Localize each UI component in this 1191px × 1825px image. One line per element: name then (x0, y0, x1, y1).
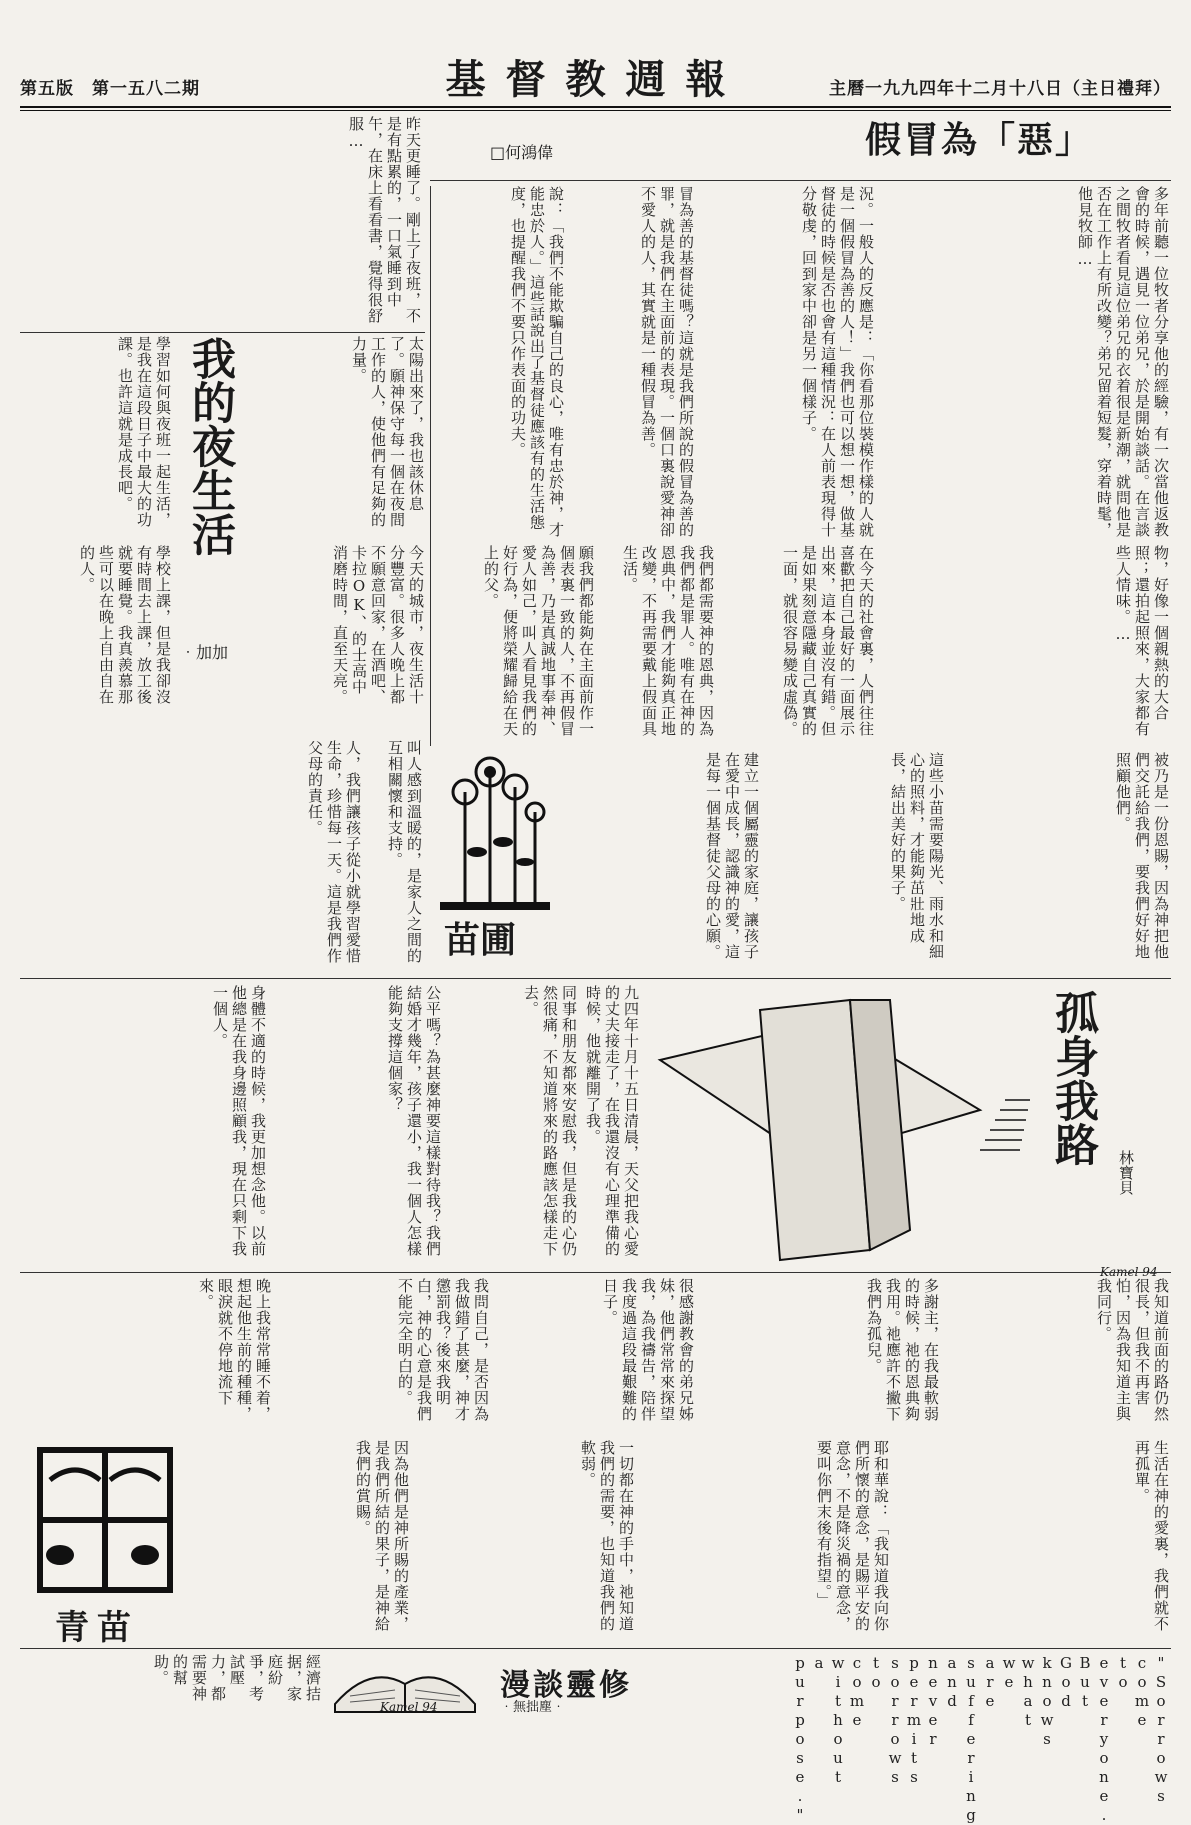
section-divider (20, 1272, 1171, 1273)
column-rule (430, 186, 431, 746)
byline-fake-evil: □何鴻偉 (490, 143, 554, 162)
article-fake-evil-column: 況。一般人的反應是：「你看那位裝模作樣的人就是一個假冒為善的人！」我們也可以想一想，做基督徒的時候是否也會有這種情況：在人前表現得十分敬虔，回到家中卻是另一個樣子。 (800, 186, 875, 538)
article-night-life-column: 昨天更睡了。剛上了夜班，不是有點累的，一口氣睡到中午，在床上看看書，覺得很舒服… (347, 116, 422, 324)
illustration-signature-lonely-road: Kamel 94 (1100, 1265, 1158, 1279)
masthead-rule (20, 106, 1171, 108)
article-qingmiao-column: 因為他們是神所賜的產業，是我們所結的果子，是神給我們的賞賜。 (354, 1440, 410, 1632)
section-divider (20, 978, 1171, 979)
article-night-life-column: 太陽出來了，我也該休息了。願神保守每一個在夜間工作的人，使他們有足夠的力量。 (350, 336, 425, 528)
headline-spiritual: 漫談靈修 (500, 1668, 632, 1703)
article-fake-evil-column: 物，好像一個親熱的大合照；還拍起照來，大家都有些人情味。… (1114, 545, 1170, 737)
article-qingmiao-column: 一切都在神的手中，祂知道我們的需要，也知道我們的軟弱。 (579, 1440, 635, 1632)
byline-spiritual: ‧無拙塵‧ (500, 1700, 566, 1715)
section-divider (20, 1648, 1171, 1649)
article-qingmiao-column: 生活在神的愛裏，我們就不再孤單。 (1133, 1440, 1170, 1632)
cross-illustration (650, 1000, 1040, 1260)
masthead (20, 48, 1171, 102)
masthead-rule-thin (20, 110, 1171, 111)
article-qingmiao-column: 耶和華說：「我知道我向你們所懷的意念，是賜平安的意念，不是降災禍的意念，要叫你們末後有指望。」 (815, 1440, 890, 1632)
article-lonely-road-column: 我知道前面的路仍然很長，但我不再害怕，因為我知道主與我同行。 (1095, 1278, 1170, 1422)
divider-fake-evil (430, 180, 1171, 181)
article-lonely-road-column: 晚上我常常睡不着，想起他生前的種種，眼淚就不停地流下來。 (197, 1278, 272, 1422)
article-fake-evil-column: 冒為善的基督徒嗎？這就是我們所說的假冒為善的罪，就是我們在主面前的表現。一個口裏說愛神卻不愛人的人，其實就是一種假冒為善。 (639, 186, 695, 538)
issue-number: 第五版 第一五八二期 (20, 79, 200, 99)
article-sapling-column: 人，我們讓孩子從小就學習愛惜生命，珍惜每一天。這是我們作父母的責任。 (306, 740, 362, 964)
article-fake-evil-column: 說：「我們不能欺騙自己的良心，唯有忠於神，才能忠於人。」這些話說出了基督徒應該有的生活態度，也提醒我們不要只作表面的功夫。 (509, 186, 565, 538)
article-night-life-column: 今天的城市，夜生活十分豐富。很多人晚上都不願意回家，在酒吧、卡拉OK、的士高中消磨時間，直至天亮。 (331, 545, 425, 705)
article-sapling-column: 被乃是一份恩賜，因為神把他們交託給我們，要我們好好地照顧他們。 (1114, 752, 1170, 960)
qingmiao-logo (30, 1440, 180, 1600)
english-quote (665, 1654, 1170, 1825)
english-quote-text: "Sorrows come to everyone. But God knows what we are suffering and never permits sorrows to come without a purpose." (791, 1654, 1170, 1825)
article-fake-evil-column: 願我們都能夠在主面前作一個表裏一致的人，不再假冒為善，乃是真誠地事奉神、愛人如己，叫人看見我們的好行為，便將榮耀歸給在天上的父。 (482, 545, 595, 737)
article-sapling-column: 這些小苗需要陽光、雨水和細心的照料，才能夠茁壯地成長，結出美好的果子。 (889, 752, 945, 960)
article-lonely-road-column: 我問自己，是否因為我做錯了甚麼，神才懲罰我？後來我明白，神的心意是我們不能完全明白的。 (396, 1278, 490, 1422)
article-night-life-column: 學習如何與夜班一起生活，是我在這段日子中最大的功課。也許這就是成長吧。 (116, 336, 172, 528)
article-night-life-column: 學校上課，但是我卻沒有時間去上課，放工後就要睡覺。我真羨慕那些可以在晚上自由自在的人。 (78, 545, 172, 705)
article-lonely-road-column: 同事和朋友都來安慰我，但是我的心仍然很痛，不知道將來的路應該怎樣走下去。 (522, 985, 578, 1257)
article-lonely-road-column: 很感謝教會的弟兄姊妹，他們常常來探望我，為我禱告，陪伴我度過這段最艱難的日子。 (601, 1278, 695, 1422)
article-lonely-road-column: 身體不適的時候，我更加想念他。以前他總是在我身邊照顧我，現在只剩下我一個人。 (211, 985, 267, 1257)
headline-fake-evil: 假冒為「惡」 (865, 119, 1094, 161)
article-spiritual-column: 經濟拮据，家庭紛爭，考試壓力，都需要神的幫助。 (152, 1654, 322, 1702)
headline-sapling: 苗圃 (440, 912, 520, 963)
headline-lonely-road: 孤身我路 (1047, 990, 1098, 1166)
byline-lonely-road: 林寶貝 (1117, 1150, 1135, 1195)
article-lonely-road-column: 九四年十月十五日清晨，天父把我心愛的丈夫接走了，在我還沒有心理準備的時候，他就離開了我。 (584, 985, 640, 1257)
headline-night-life: 我的夜生活 (184, 336, 235, 556)
article-sapling-column: 叫人感到溫暖的，是家人之間的互相關懷和支持。 (386, 740, 423, 964)
article-fake-evil-column: 我們都需要神的恩典，因為我們都是罪人。唯有在神的恩典中，我們才能夠真正地改變，不再需要戴上假面具生活。 (621, 545, 715, 737)
issue-date: 主曆一九九四年十二月十八日（主日禮拜） (829, 79, 1171, 99)
byline-night-life: ‧加加 (180, 643, 229, 662)
article-fake-evil-column: 多年前聽一位牧者分享他的經驗，有一次當他返教會的時候，遇見一位弟兄，於是開始談話。在言談之間牧者看見這位弟兄的衣着很是新潮，就問他是否在工作上有所改變？弟兄留着短髮，穿着時髦，他見牧師… (1076, 186, 1170, 538)
illustration-signature-book: Kamel 94 (380, 1700, 438, 1714)
divider-night-life (20, 332, 425, 333)
article-lonely-road-column: 多謝主，在我最軟弱的時候，祂的恩典夠我用。祂應許不撇下我們為孤兒。 (865, 1278, 940, 1422)
newspaper-title: 基督教週報 (445, 56, 746, 103)
article-fake-evil-column: 在今天的社會裏，人們往往喜歡把自己最好的一面展示出來，這本身並沒有錯。但是如果刻意隱藏自己真實的一面，就很容易變成虛偽。 (781, 545, 875, 737)
article-lonely-road-column: 公平嗎？為甚麼神要這樣對待我？我們結婚才幾年，孩子還小，我一個人怎樣能夠支撐這個家？ (386, 985, 442, 1257)
headline-qingmiao: 青苗 (55, 1608, 139, 1648)
article-sapling-column: 建立一個屬靈的家庭，讓孩子在愛中成長，認識神的愛，這是每一個基督徒父母的心願。 (704, 752, 760, 960)
